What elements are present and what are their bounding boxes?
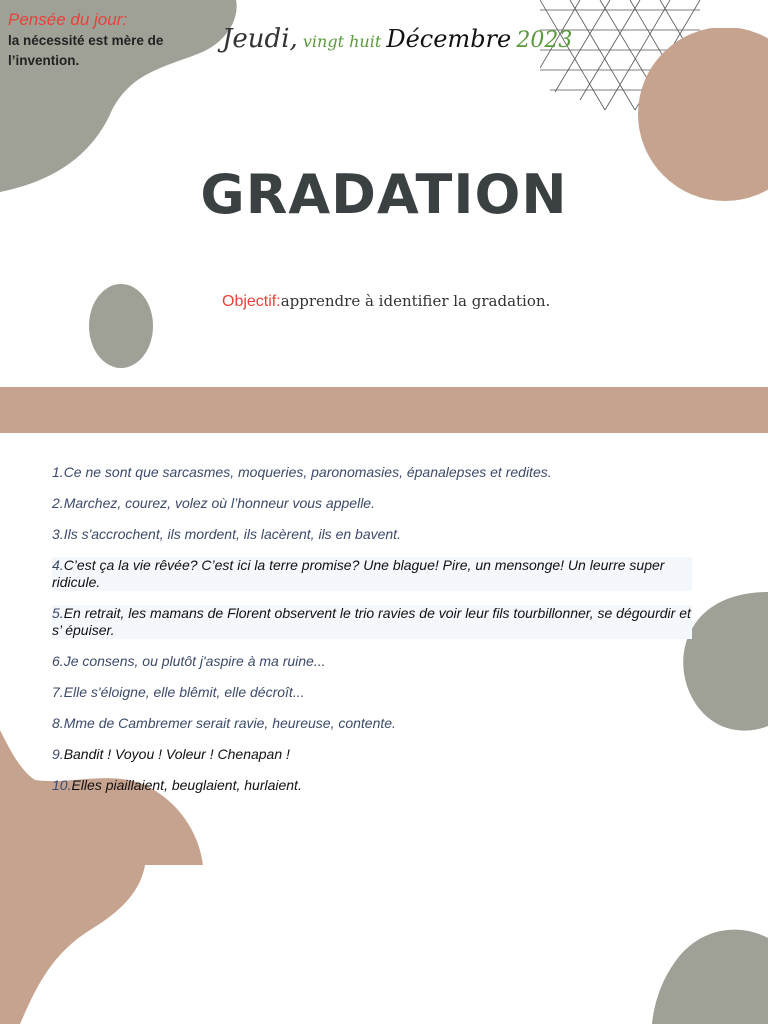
item-number: 6. [52,653,64,669]
item-text: Je consens, ou plutôt j'aspire à ma ruine... [63,653,326,669]
page-title: GRADATION [200,163,568,226]
list-item [52,526,692,543]
item-number: 3. [52,526,64,542]
small-grey-oval [88,283,154,369]
list-item [52,605,692,639]
list-item [52,746,692,763]
pensee-du-jour-label: Pensée du jour: [8,10,128,29]
item-text: Bandit ! Voyou ! Voleur ! Chenapan ! [63,746,290,762]
divider-band [0,387,768,433]
bottom-right-grey-blob [650,928,768,1024]
list-item [52,715,692,732]
examples-list [52,464,692,808]
item-text: Elle s'éloigne, elle blêmit, elle décroît... [63,684,305,700]
right-grey-blob [682,592,768,732]
item-number: 8. [52,715,64,731]
date-year: 2023 [516,28,573,53]
pensee-du-jour-text: la nécessité est mère de l’invention. [8,33,164,68]
list-item [52,464,692,481]
item-number: 10. [52,777,72,793]
date-line [222,24,572,54]
item-text: Ce ne sont que sarcasmes, moqueries, paronomasies, épanalepses et redites. [63,464,552,480]
objectif-label: Objectif: [222,293,281,310]
item-text: C’est ça la vie rêvée? C’est ici la terre promise? Une blague! Pire, un mensonge! Un leurre super ridicule. [52,557,665,590]
item-text: En retrait, les mamans de Florent observent le trio ravies de voir leur fils tourbillonner, se dégourdir et s’ épuiser. [52,605,691,638]
objectif-text: apprendre à identifier la gradation. [280,292,551,310]
list-item [52,777,692,794]
item-number: 2. [52,495,64,511]
item-number: 7. [52,684,64,700]
list-item [52,495,692,512]
item-text: Mme de Cambremer serait ravie, heureuse, contente. [63,715,396,731]
item-number: 4. [52,557,64,573]
list-item [52,684,692,701]
item-number: 1. [52,464,64,480]
item-number: 5. [52,605,64,621]
item-text: Ils s'accrochent, ils mordent, ils lacèrent, ils en bavent. [63,526,401,542]
date-day-number: vingt huit [302,32,382,51]
list-item [52,653,692,670]
item-text: Elles piaillaient, beuglaient, hurlaient. [71,777,302,793]
date-month: Décembre [386,25,512,53]
objectif-line [222,292,550,311]
list-item [52,557,692,591]
date-day: Jeudi, [222,24,298,54]
item-number: 9. [52,746,64,762]
item-text: Marchez, courez, volez où l’honneur vous appelle. [63,495,375,511]
